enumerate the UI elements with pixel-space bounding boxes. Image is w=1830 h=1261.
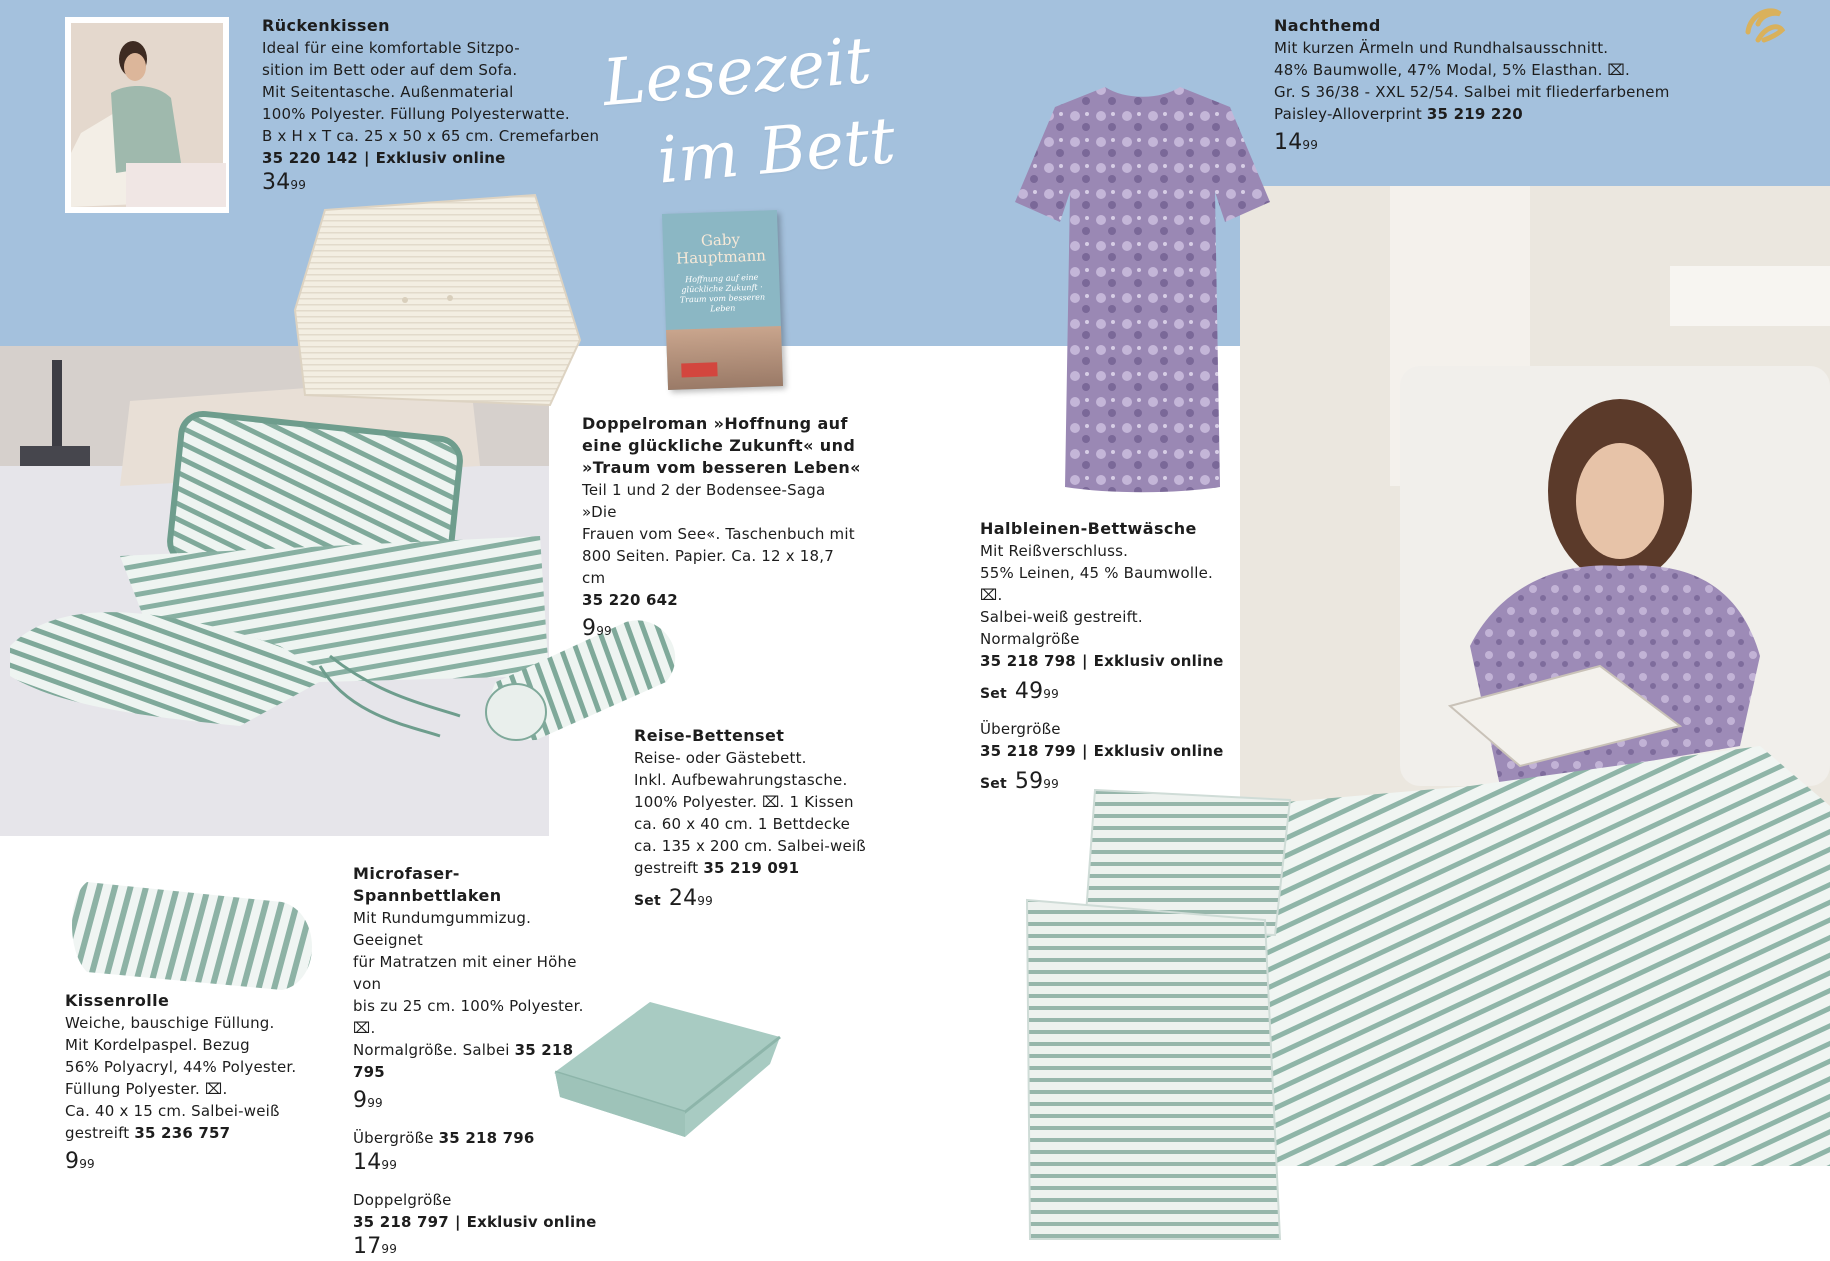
- headline-line-2: im Bett: [654, 104, 899, 199]
- bettwaesche-sku-normal: 35 218 798: [980, 652, 1076, 670]
- spannbettlaken-price: $9^{99}$: [353, 1088, 383, 1113]
- bettwaesche-block: Halbleinen-Bettwäsche Mit Reißverschluss. 55% Leinen, 45 % Baumwolle. ⌧. Salbei-weiß gestreift. Normalgröße 35 218 798 | Exklusiv online Set $49^{99}$ Übergröße 35 218 799 | Exklusiv online Set $59^{99}$: [980, 519, 1224, 794]
- bed-scene-illustration: [0, 346, 549, 836]
- reise-set-label: Set: [634, 893, 661, 909]
- spannbettlaken-over-label: Übergröße: [353, 1129, 434, 1147]
- bettwaesche-price-oversize: $59^{99}$: [1014, 769, 1059, 794]
- bettwaesche-title: Halbleinen-Bettwäsche: [980, 519, 1197, 538]
- bettwaesche-price-normal: $49^{99}$: [1014, 679, 1059, 704]
- kissenrolle-sku: 35 236 757: [134, 1124, 231, 1142]
- brand-logo-icon: [1740, 4, 1788, 46]
- spannbettlaken-title: Microfaser-Spannbettlaken: [353, 864, 502, 905]
- nachthemd-product-image: [1015, 82, 1270, 494]
- book-cover: [662, 210, 783, 390]
- rueckenkissen-desc: Ideal für eine komfortable Sitzpo- sition im Bett oder auf dem Sofa. Mit Seitentasche. Außenmaterial 100% Polyester. Füllung Polyesterwatte. B x H x T ca. 25 x 50 x 65 cm. Cremefarben: [262, 39, 600, 145]
- reise-title: Reise-Bettenset: [634, 726, 785, 745]
- book-subtitle: Hoffnung auf eine glückliche Zukunft · Traum vom besseren Leben: [679, 272, 766, 314]
- woman-reading-illustration: [1240, 186, 1830, 1166]
- spannbettlaken-double-label: Doppelgröße: [353, 1191, 452, 1209]
- spannbettlaken-block: Microfaser-Spannbettlaken Mit Rundumgummizug. Geeignet für Matratzen mit einer Höhe von bis zu 25 cm. 100% Polyester. ⌧. Normalgröße. Salbei 35 218 795 $9^{99}$ Übergröße 35 218 796 $14^{99}$ Doppelgröße 35 218 797 | Exklusiv online $17^{99}$: [353, 863, 603, 1261]
- bedroom-photo-right: [1240, 186, 1830, 1166]
- spannbettlaken-price-double: $17^{99}$: [353, 1234, 398, 1259]
- bettwaesche-set-label-1: Set: [980, 686, 1007, 702]
- rueckenkissen-thumbnail: [65, 17, 229, 213]
- nachthemd-desc: Mit kurzen Ärmeln und Rundhalsausschnitt. 48% Baumwolle, 47% Modal, 5% Elasthan. ⌧. Gr. S 36/38 - XXL 52/54. Salbei mit fliederfarbenem Paisley-Alloverprint: [1274, 39, 1670, 123]
- reise-price: $24^{99}$: [668, 886, 713, 911]
- bettwaesche-sku-oversize: 35 218 799: [980, 742, 1076, 760]
- doppelroman-block: [582, 413, 862, 643]
- nachthemd-price: $14^{99}$: [1274, 130, 1319, 155]
- book-author: Gaby Hauptmann: [675, 230, 767, 268]
- spannbettlaken-desc: Mit Rundumgummizug. Geeignet für Matratzen mit einer Höhe von bis zu 25 cm. 100% Polyester. ⌧. Normalgröße. Salbei: [353, 909, 584, 1059]
- rueckenkissen-sku: 35 220 142: [262, 149, 358, 167]
- rueckenkissen-title: Rückenkissen: [262, 16, 390, 35]
- doppelroman-price: $9^{99}$: [582, 616, 612, 641]
- rueckenkissen-tag: Exklusiv online: [375, 149, 506, 167]
- rueckenkissen-price: $34^{99}$: [262, 170, 307, 195]
- reise-desc: Reise- oder Gästebett. Inkl. Aufbewahrungstasche. 100% Polyester. ⌧. 1 Kissen ca. 60 x 40 cm. 1 Bettdecke ca. 135 x 200 cm. Salbei-weiß gestreift: [634, 749, 866, 877]
- reise-block: [634, 725, 874, 913]
- spannbettlaken-sku-over: 35 218 796: [438, 1129, 535, 1147]
- bettwaesche-desc: Mit Reißverschluss. 55% Leinen, 45 % Baumwolle. ⌧. Salbei-weiß gestreift. Normalgröße: [980, 542, 1214, 648]
- rueckenkissen-product-image: [295, 190, 580, 405]
- kissenrolle-price: $9^{99}$: [65, 1149, 95, 1174]
- bettwaesche-product-image: [1025, 790, 1300, 1239]
- doppelroman-sku: 35 220 642: [582, 591, 678, 609]
- headline-line-1: Lesezeit: [599, 23, 875, 122]
- reise-sku: 35 219 091: [703, 859, 800, 877]
- kissenrolle-title: Kissenrolle: [65, 991, 170, 1010]
- bettwaesche-set-label-2: Set: [980, 776, 1007, 792]
- bettwaesche-tag-oversize: Exklusiv online: [1093, 742, 1224, 760]
- kissenrolle-product-image: [72, 862, 322, 992]
- nachthemd-title: Nachthemd: [1274, 16, 1381, 35]
- kissenrolle-block: [65, 990, 315, 1176]
- nachthemd-sku: 35 219 220: [1426, 105, 1523, 123]
- nachthemd-block: [1274, 15, 1694, 157]
- spannbettlaken-price-over: $14^{99}$: [353, 1150, 398, 1175]
- bettwaesche-oversize-label: Übergröße: [980, 720, 1061, 738]
- spannbettlaken-sku-double: 35 218 797: [353, 1213, 449, 1231]
- bettwaesche-tag-normal: Exklusiv online: [1093, 652, 1224, 670]
- doppelroman-title: Doppelroman »Hoffnung auf eine glückliche Zukunft« und »Traum vom besseren Leben«: [582, 414, 861, 477]
- headline-lesezeit-im-bett: [599, 17, 912, 207]
- kissenrolle-desc: Weiche, bauschige Füllung. Mit Kordelpaspel. Bezug 56% Polyacryl, 44% Polyester. Füllung Polyester. ⌧. Ca. 40 x 15 cm. Salbei-weiß gestreift: [65, 1014, 297, 1142]
- bedroom-photo-left: [0, 346, 549, 836]
- spannbettlaken-tag: Exklusiv online: [466, 1213, 597, 1231]
- spannbettlaken-sku: 35 218 795: [353, 1041, 574, 1081]
- doppelroman-desc: Teil 1 und 2 der Bodensee-Saga »Die Frauen vom See«. Taschenbuch mit 800 Seiten. Papier. Ca. 12 x 18,7 cm: [582, 481, 855, 587]
- rueckenkissen-block: Rückenkissen Ideal für eine komfortable Sitzpo- sition im Bett oder auf dem Sofa. Mit Seitentasche. Außenmaterial 100% Polyester. Füllung Polyesterwatte. B x H x T ca. 25 x 50 x 65 cm. Cremefarben 35 220 142 | Exklusiv online $34^{99}$: [262, 15, 602, 197]
